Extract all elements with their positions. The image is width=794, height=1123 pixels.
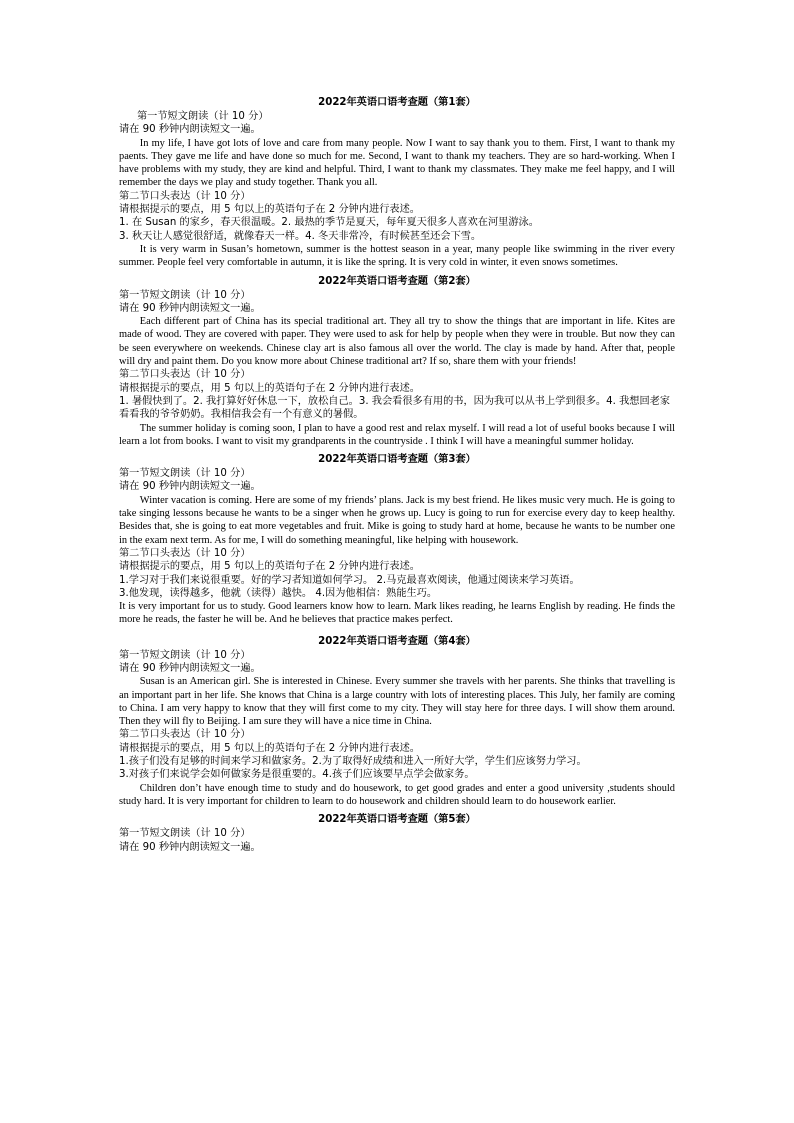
set-5 — [119, 813, 675, 854]
section1-instruction: 请在 90 秒钟内朗读短文一遍。 — [119, 481, 261, 493]
section1-heading: 第一节短文朗读（计 10 分） — [137, 111, 269, 122]
section2-instruction: 请根据提示的要点，用 5 句以上的英语句子在 2 分钟内进行表述。 — [119, 742, 420, 754]
prompt-points: 1. 在 Susan 的家乡，春天很温暖。2. 最热的季节是夏天，每年夏天很多人喜欢在河里游泳。 — [119, 217, 539, 229]
section1-instruction: 请在 90 秒钟内朗读短文一遍。 — [119, 662, 261, 674]
set-title: 2022年英语口语考查题（第5套） — [318, 814, 476, 826]
prompt-points: 3.对孩子们来说学会如何做家务是很重要的。4.孩子们应该要早点学会做家务。 — [119, 769, 475, 781]
section2-instruction: 请根据提示的要点，用 5 句以上的英语句子在 2 分钟内进行表述。 — [119, 204, 420, 216]
exam-document — [119, 96, 675, 854]
prompt-points: 3. 秋天让人感觉很舒适，就像春天一样。4. 冬天非常冷，有时候甚至还会下雪。 — [119, 230, 482, 242]
section1-instruction: 请在 90 秒钟内朗读短文一遍。 — [119, 124, 261, 136]
reading-passage: In my life, I have got lots of love and care from many people. Now I want to say thank you to them. First, I want to thank my paents. They gave me life and have done so much for me. Second, I want to thank my teachers. They are so hard-working. When I have problems with my study, they are kind and helpful. Third, I want to thank my classmates. They make me feel happy, and I will remember the days we play and study together. Thank you all. — [119, 137, 675, 189]
model-answer: The summer holiday is coming soon, I plan to have a good rest and relax myself. I will read a lot of useful books because I will learn a lot from books. I want to visit my grandparents in the countryside . I think I will have a meaningful summer holiday. — [119, 422, 675, 447]
section1-heading: 第一节短文朗读（计 10 分） — [119, 289, 251, 301]
reading-passage: Each different part of China has its special traditional art. They all try to show the things that are important in life. Kites are made of wood. They are covered with paper. They were used to ask for help by people when they were in trouble. But now they can be seen everywhere on weekends. Chinese clay art is also famous all over the world. The clay is made by hand. After that, people will dry and paint them. Do you know more about Chinese traditional art? If so, share them with your friends! — [119, 316, 675, 368]
section2-instruction: 请根据提示的要点，用 5 句以上的英语句子在 2 分钟内进行表述。 — [119, 561, 420, 573]
section1-heading: 第一节短文朗读（计 10 分） — [119, 828, 251, 840]
model-answer: Children don’t have enough time to study and do housework, to get good grades and enter a good university ,students should study hard. It is very important for children to learn to do housework and children should learn to do housework earlier. — [119, 782, 675, 807]
set-2 — [119, 275, 675, 449]
reading-passage: Winter vacation is coming. Here are some of my friends’ plans. Jack is my best friend. He likes music very much. He is going to take singing lessons because he wants to be a singer when he grows up. Lucy is going to run for exercise every day to keep healthy. Besides that, she is going to eat more vegetables and fruit. Mike is going to study hard at home, because he wants to be number one in the exam next term. As for me, I will do something meaningful, like helping with housework. — [119, 494, 675, 546]
set-title: 2022年英语口语考查题（第3套） — [318, 454, 476, 466]
prompt-points: 1.孩子们没有足够的时间来学习和做家务。2.为了取得好成绩和进入一所好大学，学生们应该努力学习。 — [119, 756, 587, 768]
section1-heading: 第一节短文朗读（计 10 分） — [119, 649, 251, 661]
section2-heading: 第二节口头表达（计 10 分） — [119, 369, 251, 381]
prompt-points: 3.他发现，读得越多，他就（读得）越快。 4.因为他相信：熟能生巧。 — [119, 587, 438, 599]
section1-instruction: 请在 90 秒钟内朗读短文一遍。 — [119, 841, 261, 853]
set-title: 2022年英语口语考查题（第2套） — [318, 275, 476, 287]
reading-passage: Susan is an American girl. She is interested in Chinese. Every summer she travels with her parents. She thinks that travelling is an important part in her life. She knows that China is a large country with lots of interesting places. This July, her family are coming to China. I am very happy to know that they will first come to my city. They will stay here for three days. I will show them around. Then they will fly to Beijing. I am sure they will have a nice time in China. — [119, 676, 675, 728]
section2-heading: 第二节口头表达（计 10 分） — [119, 190, 251, 202]
prompt-points: 1.学习对于我们来说很重要。好的学习者知道如何学习。 2.马克最喜欢阅读，他通过阅读来学习英语。 — [119, 574, 580, 586]
set-1 — [119, 96, 675, 270]
set-title: 2022年英语口语考查题（第4套） — [318, 635, 476, 647]
section2-instruction: 请根据提示的要点，用 5 句以上的英语句子在 2 分钟内进行表述。 — [119, 382, 420, 394]
model-answer: It is very warm in Susan’s hometown, summer is the hottest season in a year, many people like swimming in the river every summer. People feel very comfortable in autumn, it is like the spring. It is very cold in winter, it even snows sometimes. — [119, 243, 675, 269]
set-title: 2022年英语口语考查题（第1套） — [318, 97, 476, 108]
section2-heading: 第二节口头表达（计 10 分） — [119, 547, 251, 559]
section1-instruction: 请在 90 秒钟内朗读短文一遍。 — [119, 302, 261, 314]
model-answer: It is very important for us to study. Good learners know how to learn. Mark likes reading, he learns English by reading. He finds the more he reads, the faster he will be. And he believes that practice makes perfect. — [119, 601, 675, 626]
set-4 — [119, 635, 675, 809]
section2-heading: 第二节口头表达（计 10 分） — [119, 729, 251, 741]
set-3 — [119, 453, 675, 627]
section1-heading: 第一节短文朗读（计 10 分） — [119, 468, 251, 480]
prompt-points: 1. 暑假快到了。2. 我打算好好休息一下，放松自己。3. 我会看很多有用的书，因为我可以从书上学到很多。4. 我想回老家看看我的爷爷奶奶。我相信我会有一个有意义的暑假。 — [119, 395, 671, 421]
